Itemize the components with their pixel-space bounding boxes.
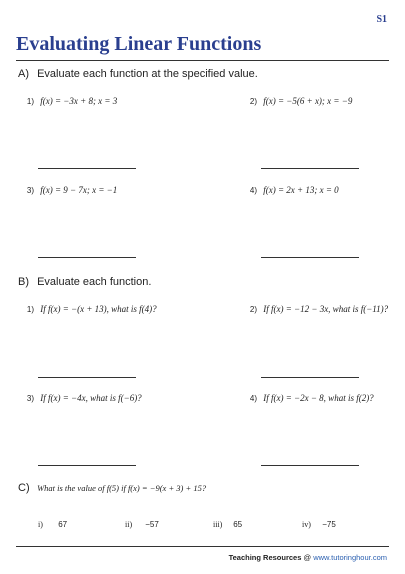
- section-b-heading: [18, 276, 151, 288]
- page-title: Evaluating Linear Functions: [16, 33, 262, 55]
- title-divider: [16, 60, 389, 61]
- problem-expression: f(x) = −5(6 + x); x = −9: [263, 96, 353, 106]
- problem-b4: [241, 393, 374, 403]
- answer-line-a3[interactable]: [38, 257, 136, 258]
- problem-a2: [241, 96, 352, 106]
- footer-divider: [16, 546, 389, 547]
- choice-value: −57: [145, 520, 159, 529]
- answer-line-a4[interactable]: [261, 257, 359, 258]
- choice-value: −75: [322, 520, 336, 529]
- answer-line-a1[interactable]: [38, 168, 136, 169]
- problem-number: 1): [26, 305, 34, 314]
- footer-link[interactable]: www.tutoringhour.com: [313, 553, 387, 562]
- problem-number: 3): [26, 186, 34, 195]
- section-a-instruction: Evaluate each function at the specified value.: [37, 68, 258, 80]
- problem-number: 2): [249, 97, 257, 106]
- problem-number: 4): [249, 186, 257, 195]
- problem-expression: If f(x) = −4x, what is f(−6)?: [40, 393, 142, 403]
- section-c-heading: [18, 482, 206, 494]
- problem-b2: [241, 304, 388, 314]
- choice-value: 67: [58, 520, 68, 529]
- worksheet-code: S1: [376, 14, 387, 25]
- problem-expression: If f(x) = −12 − 3x, what is f(−11)?: [263, 304, 389, 314]
- section-a-letter: A): [18, 68, 29, 80]
- section-b-instruction: Evaluate each function.: [37, 276, 152, 288]
- problem-number: 1): [26, 97, 34, 106]
- footer: [229, 553, 387, 562]
- choice-label: i): [38, 520, 43, 529]
- answer-line-b3[interactable]: [38, 465, 136, 466]
- answer-line-b4[interactable]: [261, 465, 359, 466]
- section-c-letter: C): [18, 482, 30, 494]
- answer-line-b2[interactable]: [261, 377, 359, 378]
- choice-ii[interactable]: [125, 520, 159, 529]
- problem-b3: [18, 393, 142, 403]
- problem-a1: [18, 96, 117, 106]
- problem-number: 4): [249, 394, 257, 403]
- choice-i[interactable]: [38, 520, 67, 529]
- problem-a4: [241, 185, 339, 195]
- choice-value: 65: [233, 520, 243, 529]
- answer-line-b1[interactable]: [38, 377, 136, 378]
- problem-a3: [18, 185, 117, 195]
- choice-label: iii): [213, 520, 223, 529]
- choice-label: iv): [302, 520, 311, 529]
- answer-line-a2[interactable]: [261, 168, 359, 169]
- section-a-heading: [18, 68, 258, 80]
- choice-label: ii): [125, 520, 133, 529]
- footer-at: @: [303, 553, 312, 562]
- problem-number: 2): [249, 305, 257, 314]
- choice-iv[interactable]: [302, 520, 336, 529]
- problem-expression: If f(x) = −2x − 8, what is f(2)?: [263, 393, 374, 403]
- section-b-letter: B): [18, 276, 29, 288]
- problem-expression: f(x) = −3x + 8; x = 3: [40, 96, 118, 106]
- problem-b1: [18, 304, 157, 314]
- footer-brand: Teaching Resources: [228, 553, 302, 562]
- section-c-question: What is the value of f(5) if f(x) = −9(x + 3) + 15?: [37, 483, 207, 493]
- problem-expression: If f(x) = −(x + 13), what is f(4)?: [40, 304, 157, 314]
- problem-number: 3): [26, 394, 34, 403]
- problem-expression: f(x) = 2x + 13; x = 0: [263, 185, 339, 195]
- problem-expression: f(x) = 9 − 7x; x = −1: [40, 185, 118, 195]
- choice-iii[interactable]: [213, 520, 242, 529]
